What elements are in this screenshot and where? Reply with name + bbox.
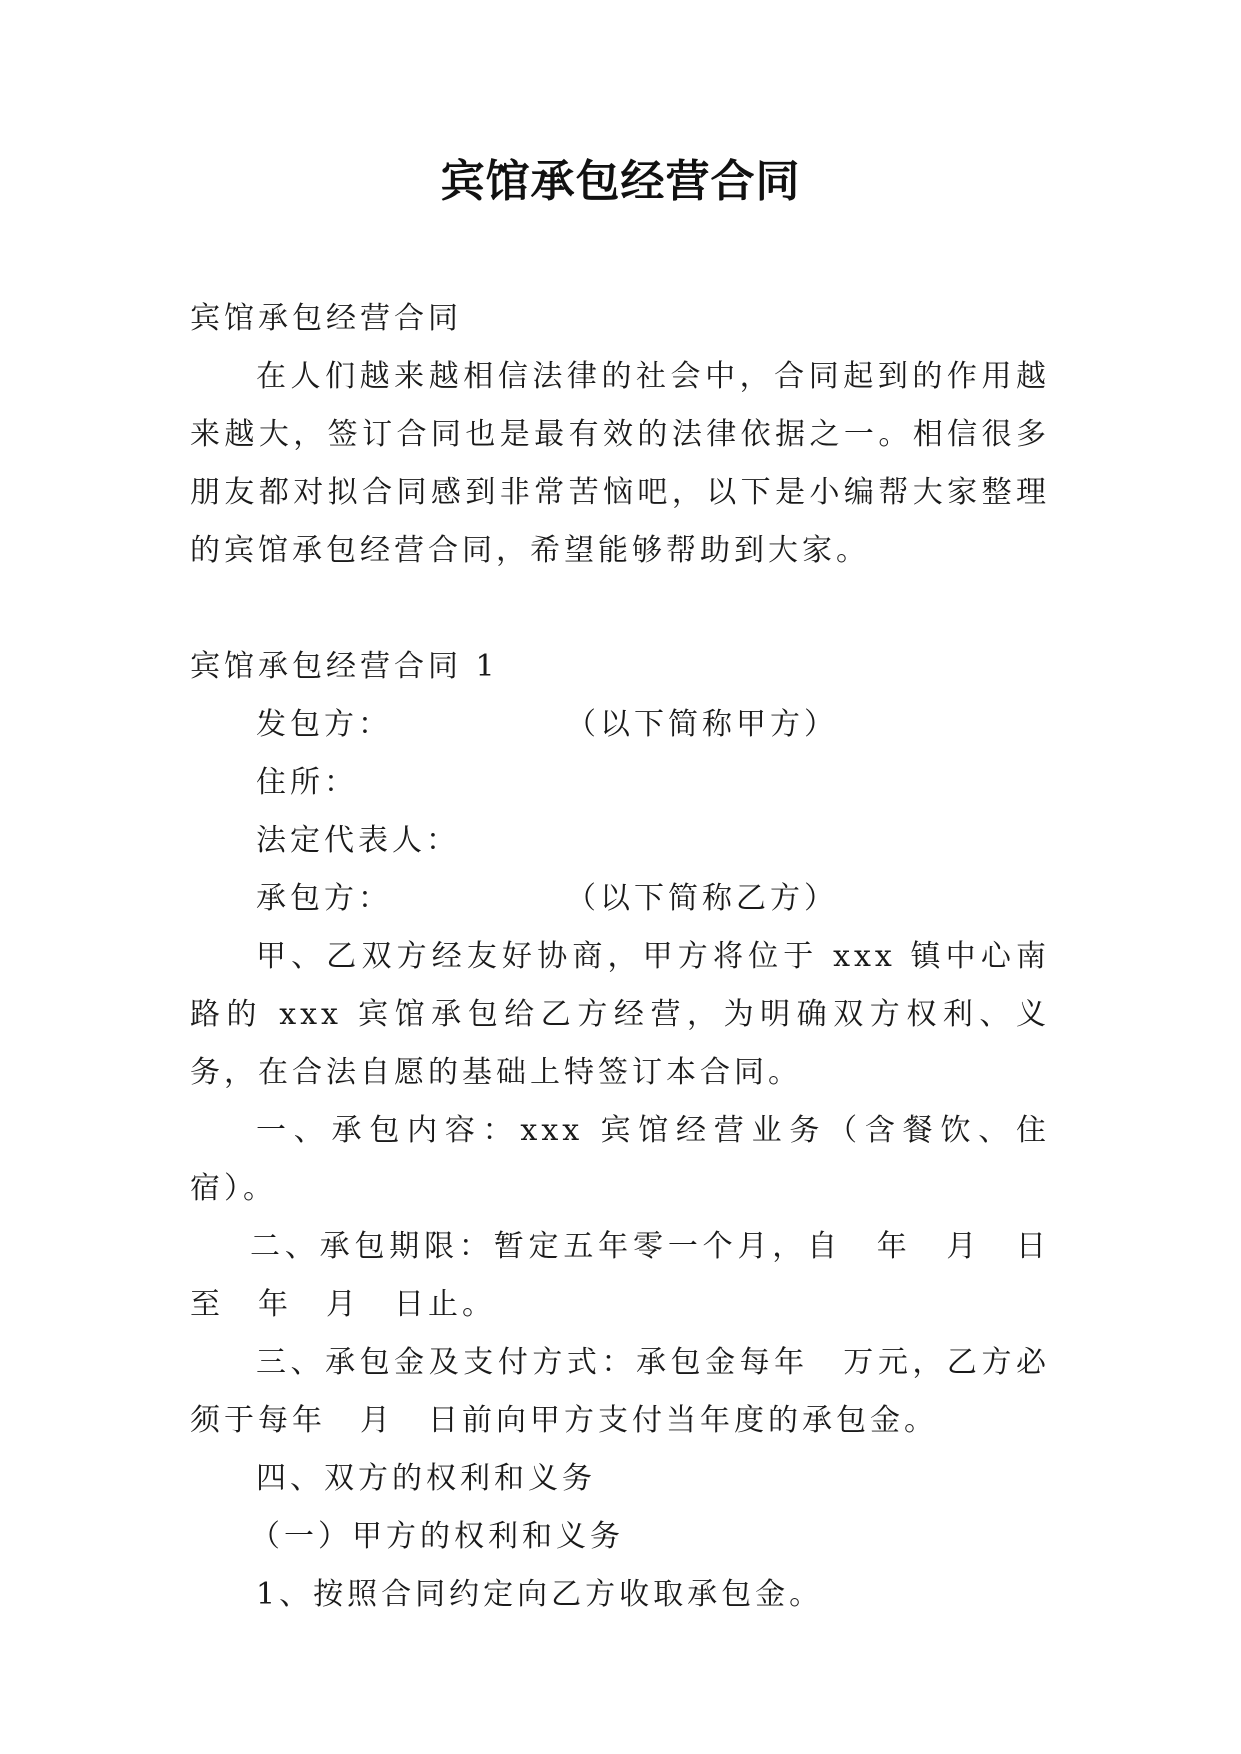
clause-4-1: （一）甲方的权利和义务: [250, 1519, 624, 1554]
contractor-line: 发包方： （以下简称甲方）: [256, 707, 838, 742]
clause-4: 四、双方的权利和义务: [256, 1461, 596, 1496]
legal-representative-line: 法定代表人：: [256, 823, 460, 858]
clause-1: 一、承包内容：xxx 宾馆经营业务（含餐饮、住宿）。: [190, 1113, 1050, 1206]
clause-3: 三、承包金及支付方式：承包金每年 万元，乙方必须于每年 月 日前向甲方支付当年度的承包金。: [190, 1345, 1050, 1438]
contract-heading: 宾馆承包经营合同 1: [190, 649, 499, 684]
agreement-paragraph: 甲、乙双方经友好协商，甲方将位于 xxx 镇中心南路的 xxx 宾馆承包给乙方经营，为明确双方权利、义务，在合法自愿的基础上特签订本合同。: [190, 939, 1050, 1090]
intro-paragraph: 在人们越来越相信法律的社会中，合同起到的作用越来越大，签订合同也是最有效的法律依据之一。相信很多朋友都对拟合同感到非常苦恼吧，以下是小编帮大家整理的宾馆承包经营合同，希望能够帮助到大家。: [190, 359, 1050, 568]
address-line: 住所：: [256, 765, 358, 800]
clause-2: 二、承包期限：暂定五年零一个月，自 年 月 日至 年 月 日止。: [190, 1229, 1050, 1322]
section-heading: 宾馆承包经营合同: [190, 301, 462, 336]
document-title: 宾馆承包经营合同: [440, 156, 801, 207]
paragraph-gap: [190, 580, 1050, 638]
document-body: [190, 290, 1050, 1624]
contractee-line: 承包方： （以下简称乙方）: [256, 881, 838, 916]
clause-4-1-item-1: 1、按照合同约定向乙方收取承包金。: [256, 1577, 824, 1612]
